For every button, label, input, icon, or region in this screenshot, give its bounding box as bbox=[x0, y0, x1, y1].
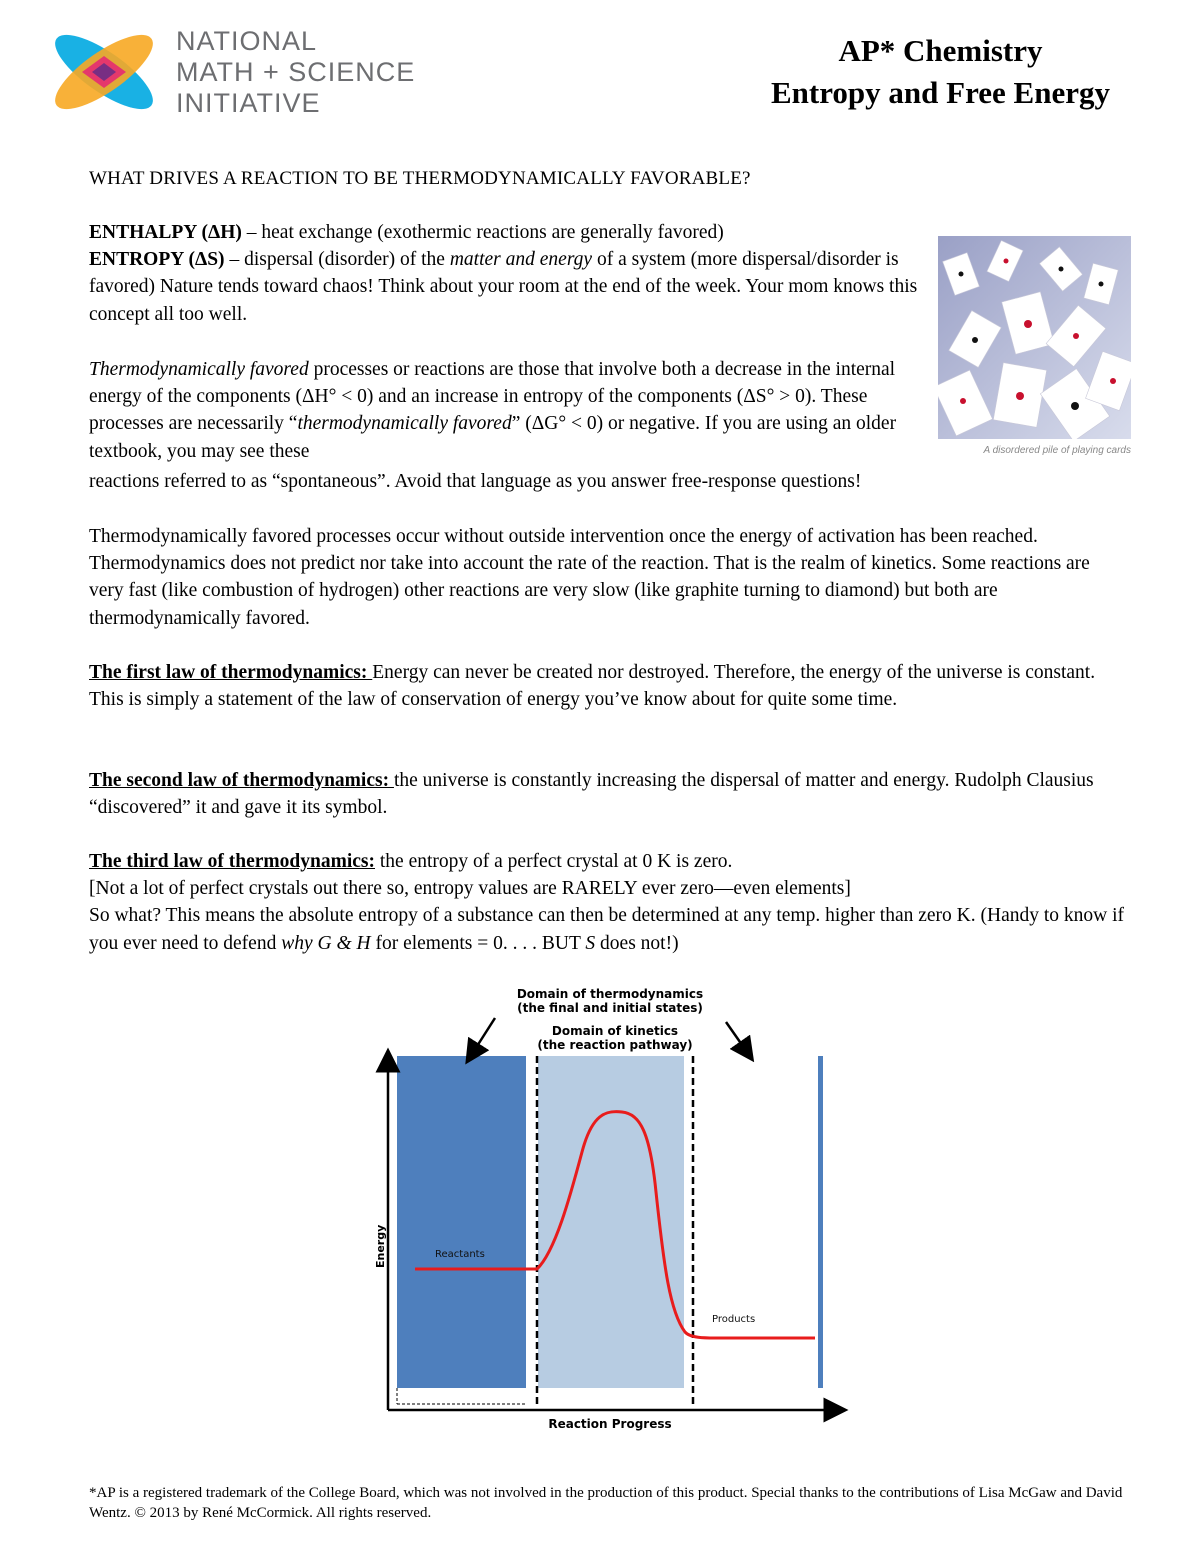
so-what-c: does not!) bbox=[595, 932, 679, 954]
favored-paragraph-end: reactions referred to as “spontaneous”. Avoid that language as you answer free-response questions! bbox=[89, 471, 862, 492]
logo-line-2: MATH + SCIENCE bbox=[176, 57, 416, 87]
enthalpy-line bbox=[89, 219, 919, 246]
image-caption: A disordered pile of playing cards bbox=[983, 445, 1131, 456]
reactants-label: Reactants bbox=[435, 1249, 485, 1260]
arrow-right bbox=[726, 1022, 747, 1052]
thermo-label-2: (the final and initial states) bbox=[517, 1001, 703, 1015]
third-law-paragraph bbox=[89, 848, 1129, 957]
nmsi-logo-mark bbox=[52, 22, 172, 122]
so-what-text bbox=[89, 902, 1129, 956]
energy-diagram-svg bbox=[360, 982, 860, 1442]
title-line-2: Entropy and Free Energy bbox=[770, 75, 1110, 110]
kinetics-paragraph: Thermodynamically favored processes occur without outside intervention once the energy of activation has been reached. Thermodynamics does not predict nor take into account the rate of the reaction. That is the realm of kinetics. Some reactions are very fast (like combustion of hydrogen) other reactions are very slow (like graphite turning to diamond) but both are thermodynamically favored. bbox=[89, 526, 1090, 629]
favored-paragraph bbox=[89, 356, 919, 465]
thermo-region-left bbox=[397, 1056, 526, 1388]
favored-italic-2: thermodynamically favored bbox=[297, 413, 512, 435]
thermo-label-1: Domain of thermodynamics bbox=[516, 987, 704, 1001]
so-what-italic-2: S bbox=[585, 932, 596, 954]
logo-wordmark bbox=[176, 26, 415, 119]
second-law-text: the universe is constantly increasing the dispersal of matter and energy. Rudolph Clausius “discovered” it and gave it its symbol. bbox=[89, 770, 1094, 819]
favored-text-a: processes or reactions are those that involve both a decrease in the internal energy of the components (ΔH° < 0) and an increase in entropy of the components (ΔS° > 0). These processes are necessarily “ bbox=[89, 359, 896, 435]
so-what-a: So what? This means the absolute entropy of a substance can then be determined at any temp. higher than zero K. (Handy to know if you ever need to defend bbox=[89, 905, 1125, 954]
enthalpy-text: – heat exchange (exothermic reactions are generally favored) bbox=[241, 222, 724, 243]
third-law-label: The third law of thermodynamics: bbox=[89, 851, 375, 872]
logo-line-1: NATIONAL bbox=[176, 26, 318, 56]
first-law-paragraph bbox=[89, 659, 1129, 713]
energy-diagram bbox=[360, 982, 860, 1442]
playing-cards-image bbox=[938, 236, 1131, 439]
entropy-italic: matter and energy bbox=[449, 249, 593, 271]
second-law-paragraph bbox=[89, 767, 1129, 821]
products-label: Products bbox=[712, 1314, 756, 1325]
enthalpy-label: ENTHALPY (ΔH) bbox=[89, 222, 242, 243]
entropy-label: ENTROPY (ΔS) bbox=[89, 249, 225, 271]
third-law-note: [Not a lot of perfect crystals out there so, entropy values are RARELY ever zero—even elements] bbox=[89, 878, 851, 900]
so-what-italic: why G & H bbox=[281, 932, 371, 954]
y-axis-label: Energy bbox=[374, 1224, 387, 1268]
entropy-line bbox=[89, 246, 919, 328]
third-law-text: the entropy of a perfect crystal at 0 K is zero. bbox=[375, 851, 733, 872]
document-title bbox=[771, 30, 1110, 114]
thermo-region-right bbox=[818, 1056, 823, 1388]
entropy-text-a: – dispersal (disorder) of the bbox=[224, 249, 450, 271]
section-heading: WHAT DRIVES A REACTION TO BE THERMODYNAMICALLY FAVORABLE? bbox=[89, 168, 751, 189]
third-law-line bbox=[89, 848, 1129, 875]
title-line-1: AP* Chemistry bbox=[838, 33, 1043, 68]
favored-text-b: ” (ΔG° < 0) or negative. If you are using an older textbook, you may see these bbox=[89, 413, 897, 462]
kinetics-label-2: (the reaction pathway) bbox=[537, 1038, 693, 1052]
entropy-text-b: of a system (more dispersal/disorder is favored) Nature tends toward chaos! Think about your room at the end of the week. Your mom knows this concept all too well. bbox=[89, 249, 918, 325]
x-axis-label: Reaction Progress bbox=[548, 1417, 672, 1431]
arrow-left bbox=[472, 1018, 495, 1054]
playing-cards-icon bbox=[938, 236, 1131, 439]
first-law-text: Energy can never be created nor destroyed. Therefore, the energy of the universe is constant. This is simply a statement of the law of conservation of energy you’ve know about for quite some time. bbox=[89, 662, 1096, 711]
so-what-b: for elements = 0. . . . BUT bbox=[370, 932, 586, 954]
definitions-paragraph bbox=[89, 219, 919, 328]
favored-italic: Thermodynamically favored bbox=[89, 359, 309, 380]
second-law-label: The second law of thermodynamics: bbox=[89, 770, 394, 791]
footer-note: *AP is a registered trademark of the College Board, which was not involved in the production of this product. Special thanks to the contributions of Lisa McGaw and David Wentz. © 2013 by René McCormick. All rights reserved. bbox=[89, 1485, 1123, 1521]
first-law-label: The first law of thermodynamics: bbox=[89, 662, 373, 683]
kinetics-label-1: Domain of kinetics bbox=[551, 1024, 679, 1038]
logo-line-3: INITIATIVE bbox=[176, 88, 321, 118]
